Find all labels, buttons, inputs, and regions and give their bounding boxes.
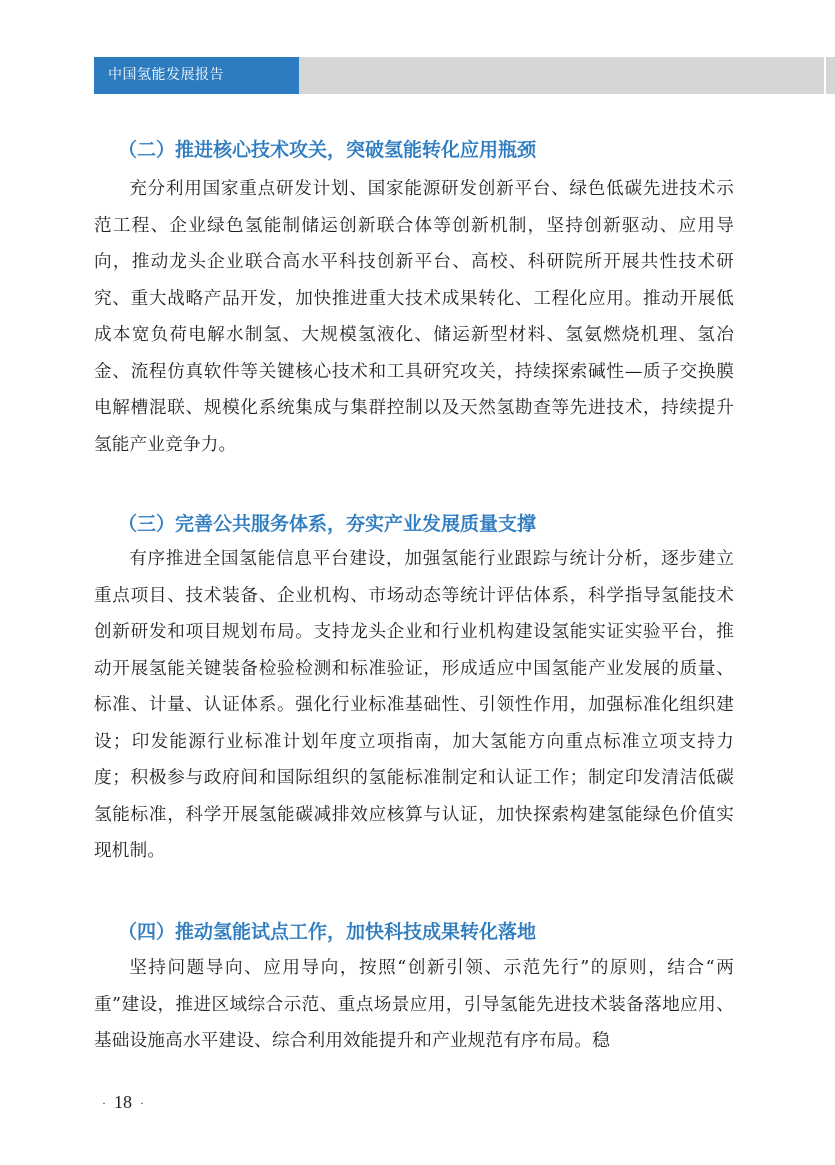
- running-header-title: 中国氢能发展报告: [94, 57, 299, 94]
- section-body-4: 坚持问题导向、应用导向，按照“创新引领、示范先行”的原则，结合“两重”建设，推进区域综合示范、重点场景应用，引导氢能先进技术装备落地应用、基础设施高水平建设、综合利用效能提升和产业规范有序布局。稳: [94, 958, 734, 1051]
- section-body-2: 充分利用国家重点研发计划、国家能源研发创新平台、绿色低碳先进技术示范工程、企业绿色氢能制储运创新联合体等创新机制，坚持创新驱动、应用导向，推动龙头企业联合高水平科技创新平台、高校、科研院所开展共性技术研究、重大战略产品开发，加快推进重大技术成果转化、工程化应用。推动开展低成本宽负荷电解水制氢、大规模氢液化、储运新型材料、氢氨燃烧机理、氢冶金、流程仿真软件等关键核心技术和工具研究攻关，持续探索碱性—质子交换膜电解槽混联、规模化系统集成与集群控制以及天然氢勘查等先进技术，持续提升氢能产业竞争力。: [94, 179, 734, 455]
- page-number-dot-right: ·: [140, 1096, 144, 1111]
- running-header-edge: [826, 57, 835, 94]
- section-body-3: 有序推进全国氢能信息平台建设，加强氢能行业跟踪与统计分析，逐步建立重点项目、技术装备、企业机构、市场动态等统计评估体系，科学指导氢能技术创新研发和项目规划布局。支持龙头企业和行业机构建设氢能实证实验平台，推动开展氢能关键装备检验检测和标准验证，形成适应中国氢能产业发展的质量、标准、计量、认证体系。强化行业标准基础性、引领性作用，加强标准化组织建设；印发能源行业标准计划年度立项指南，加大氢能方向重点标准立项支持力度；积极参与政府间和国际组织的氢能标准制定和认证工作；制定印发清洁低碳氢能标准，科学开展氢能碳减排效应核算与认证，加快探索构建氢能绿色价值实现机制。: [94, 549, 734, 861]
- section-heading-4: （四）推动氢能试点工作，加快科技成果转化落地: [118, 921, 537, 943]
- section-heading-3: （三）完善公共服务体系，夯实产业发展质量支撑: [118, 513, 537, 535]
- section-heading-2: （二）推进核心技术攻关，突破氢能转化应用瓶颈: [118, 139, 537, 161]
- running-header-bar: [299, 57, 824, 94]
- page-number-value: 18: [114, 1092, 132, 1112]
- page-number-dot-left: ·: [102, 1096, 106, 1111]
- page-number: [94, 1092, 152, 1113]
